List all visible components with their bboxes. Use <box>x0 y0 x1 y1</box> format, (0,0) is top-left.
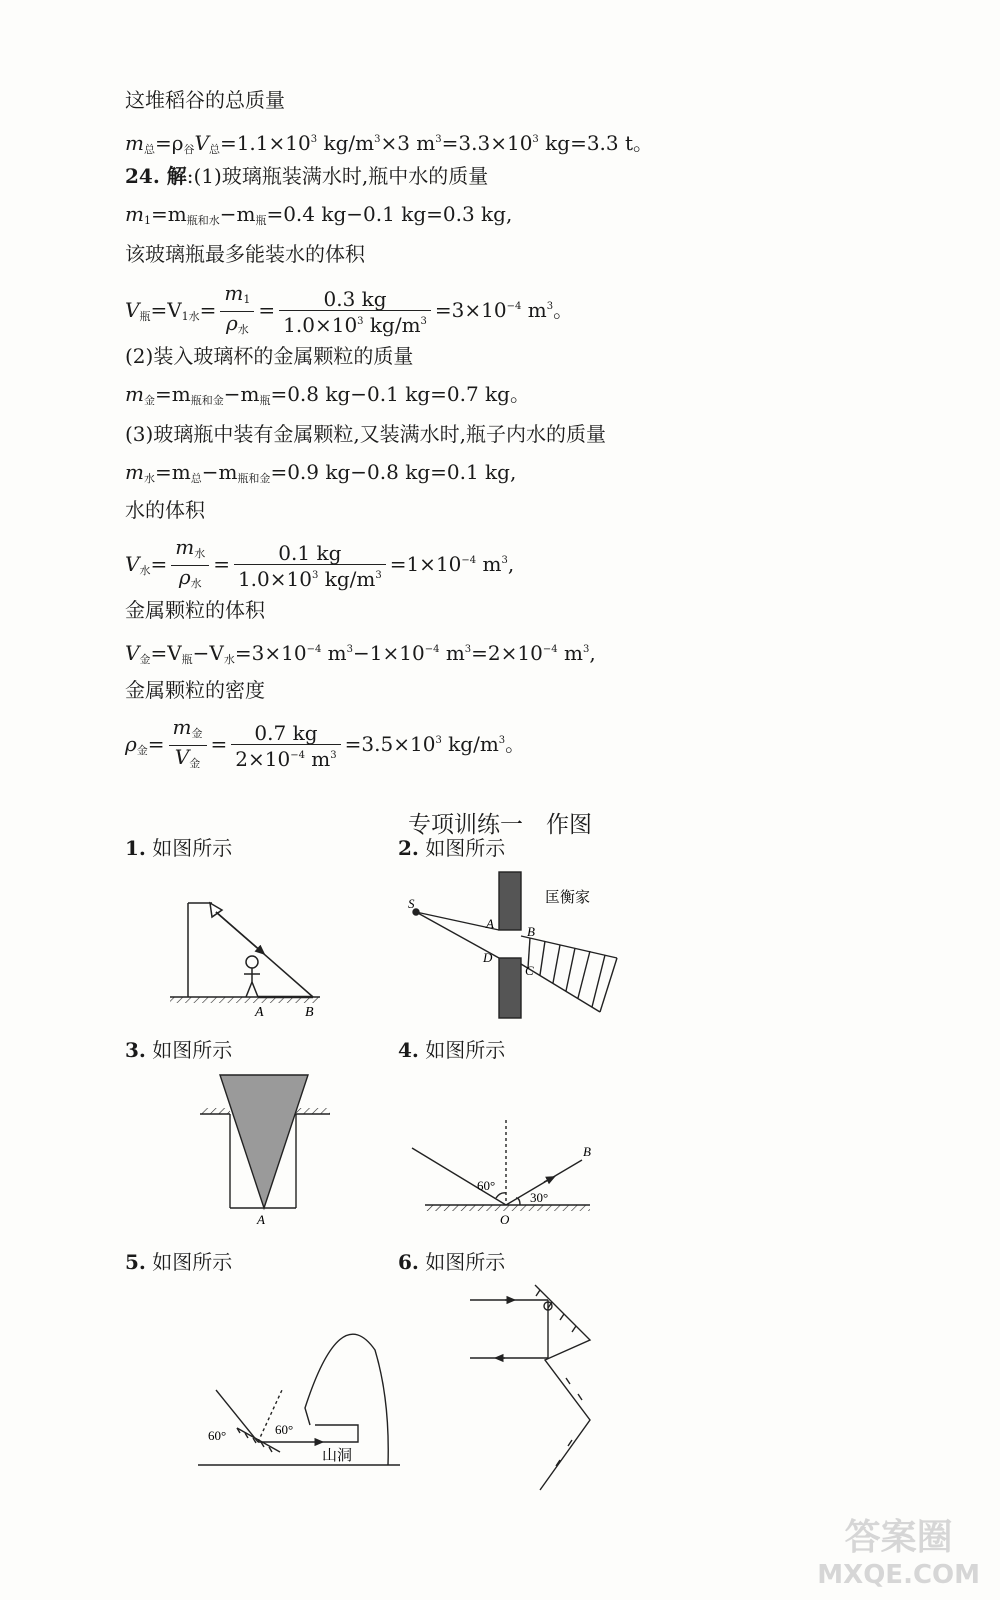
formula-line: $m_水=m_总-m_{瓶和金}=0.9$ kg−0.8 kg=0.1 kg, <box>125 460 517 485</box>
fraction: $\frac{m_金}{V_金}$ <box>169 716 207 775</box>
text-line: 金属颗粒的密度 <box>125 678 265 702</box>
fig2-label-C: C <box>525 963 534 978</box>
caption-2: 2. 如图所示 <box>398 836 506 860</box>
fig2-label-S: S <box>408 896 415 911</box>
fig5-angle-left: 60° <box>208 1428 227 1443</box>
figure-4-reflection <box>412 1120 590 1211</box>
formula-line: $m_1=m_{瓶和水}-m_瓶=0.4$ kg−0.1 kg=0.3 kg, <box>125 202 513 227</box>
formula-line: $V_水=$ $\frac{m_水}{\rho_水}$ = $\frac{0.1 kg}{1.0\times 10^3 kg/m^3}$ $=1\times 10^{-4}$ $m^3$, <box>125 536 514 595</box>
fig4-label-B: B <box>583 1144 591 1159</box>
formula-line: $V_金=V_瓶-V_水=3\times 10^{-4}$ $m^3-1\times 10^{-4}$ $m^3=2\times 10^{-4}$ $m^3$, <box>125 641 596 666</box>
fraction: $\frac{m_水}{\rho_水}$ <box>171 536 209 595</box>
formula-line: $V_瓶=V_{1水}=$ $\frac{m_1}{\rho_水}$ = $\frac{0.3 kg}{1.0\times 10^3 kg/m^3}$ $=3\times 10^{-4}$ $m^3$。 <box>125 282 573 341</box>
figure-6-periscope-mirrors <box>470 1285 590 1490</box>
fig5-angle-right: 60° <box>275 1422 294 1437</box>
figure-3-well <box>200 1075 330 1208</box>
text-line: (2)装入玻璃杯的金属颗粒的质量 <box>125 344 414 368</box>
caption-6: 6. 如图所示 <box>398 1250 506 1274</box>
fraction: $\frac{0.7 kg}{2\times 10^{-4} m^3}$ <box>231 722 340 770</box>
text-line: 水的体积 <box>125 498 205 522</box>
caption-4: 4. 如图所示 <box>398 1038 506 1062</box>
fig5-cave-label: 山洞 <box>322 1448 353 1464</box>
formula-line: $\rho_金=$ $\frac{m_金}{V_金}$ = $\frac{0.7 kg}{2\times 10^{-4} m^3}$ $=3.5\times 10^3$ $kg/m^3$。 <box>125 716 525 775</box>
formula-line: $m_总=\rho_谷V_总=1.1\times 10^3$ $kg/m^3\times 3$ $m^3=3.3\times 10^3$ kg=3.3 t。 <box>125 131 654 156</box>
fig4-angle-30: 30° <box>530 1190 549 1205</box>
figure-5-cave <box>198 1334 400 1465</box>
section-title: 专项训练一 作图 <box>408 812 592 838</box>
watermark: 答案圈 MXQE.COM <box>817 1517 980 1590</box>
fig4-label-O: O <box>500 1212 510 1227</box>
fig1-label-B: B <box>305 1005 314 1020</box>
text-line: 该玻璃瓶最多能装水的体积 <box>125 242 365 266</box>
caption-5: 5. 如图所示 <box>125 1250 233 1274</box>
fig2-label-D: D <box>483 950 493 965</box>
fraction: $\frac{m_1}{\rho_水}$ <box>220 282 254 341</box>
fraction: $\frac{0.1 kg}{1.0\times 10^3 kg/m^3}$ <box>234 542 386 590</box>
caption-3: 3. 如图所示 <box>125 1038 233 1062</box>
fig3-label-A: A <box>257 1212 265 1227</box>
caption-1: 1. 如图所示 <box>125 836 233 860</box>
formula-line: $m_金=m_{瓶和金}-m_瓶=0.8$ kg−0.1 kg=0.7 kg。 <box>125 382 530 407</box>
figure-1-lamp-shadow <box>170 903 320 1003</box>
text-line: (3)玻璃瓶中装有金属颗粒,又装满水时,瓶子内水的质量 <box>125 422 607 446</box>
text-line: 金属颗粒的体积 <box>125 598 265 622</box>
question-24: 24. 解:(1)玻璃瓶装满水时,瓶中水的质量 <box>125 164 489 188</box>
fig2-label-B: B <box>527 924 535 939</box>
fig1-label-A: A <box>255 1005 264 1020</box>
fig2-label-A: A <box>486 916 494 931</box>
text-line: 这堆稻谷的总质量 <box>125 88 285 112</box>
fig4-angle-60: 60° <box>477 1178 496 1193</box>
fraction: $\frac{0.3 kg}{1.0\times 10^3 kg/m^3}$ <box>279 288 431 336</box>
fig2-wall-label: 匡衡家 <box>545 890 591 906</box>
